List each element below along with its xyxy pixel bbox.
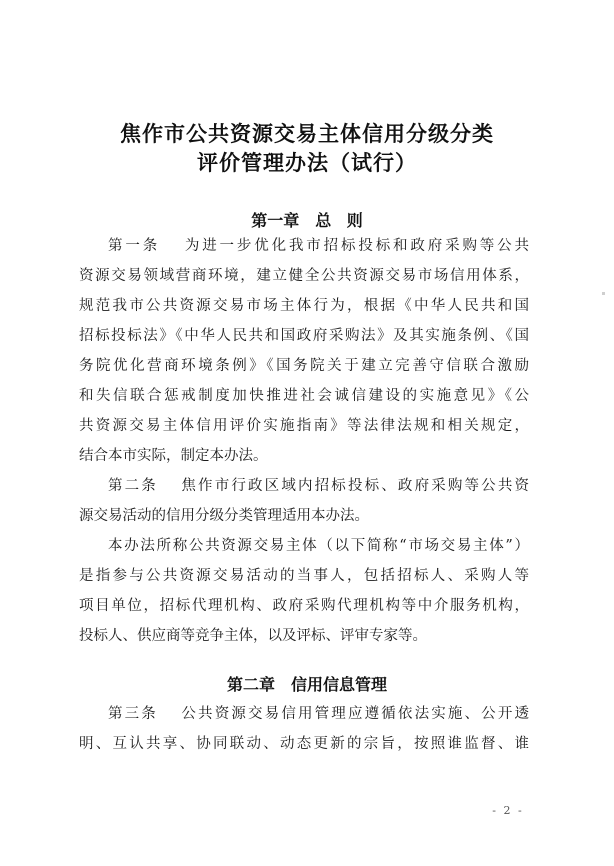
- article-1-line: 资源交易领域营商环境，建立健全公共资源交易市场信用体系，: [79, 268, 529, 284]
- article-1-line: 共资源交易主体信用评价实施指南》等法律法规和相关规定，: [79, 418, 529, 434]
- article-1-line: 第一条 为进一步优化我市招标投标和政府采购等公共: [108, 238, 529, 254]
- chapter-2-heading: 第二章 信用信息管理: [226, 675, 387, 694]
- article-2-paragraph-2-line: 项目单位，招标代理机构、政府采购代理机构等中介服务机构，: [79, 598, 529, 614]
- article-3-line: 第三条 公共资源交易信用管理应遵循依法实施、公开透: [108, 706, 529, 722]
- article-2-line: 第二条 焦作市行政区域内招标投标、政府采购等公共资: [108, 478, 529, 494]
- page-number: - 2 -: [492, 804, 524, 817]
- article-2-paragraph-2-line: 是指参与公共资源交易活动的当事人，包括招标人、采购人等: [79, 568, 529, 584]
- article-1-line: 规范我市公共资源交易市场主体行为，根据《中华人民共和国: [79, 298, 529, 314]
- document-title-line-2: 评价管理办法（试行）: [197, 151, 417, 175]
- article-3-line: 明、互认共享、协同联动、动态更新的宗旨，按照谁监督、谁: [79, 736, 529, 752]
- scan-speck: [602, 292, 605, 295]
- chapter-1-heading: 第一章 总 则: [251, 211, 363, 230]
- document-title-line-1: 焦作市公共资源交易主体信用分级分类: [120, 122, 494, 146]
- article-1-line: 务院优化营商环境条例》《国务院关于建立完善守信联合激励: [79, 358, 529, 374]
- article-2-paragraph-2-line: 本办法所称公共资源交易主体（以下简称“市场交易主体”）: [108, 538, 529, 554]
- article-2-line: 源交易活动的信用分级分类管理适用本办法。: [79, 508, 369, 524]
- article-1-line: 结合本市实际，制定本办法。: [79, 448, 268, 464]
- article-1-line: 招标投标法》《中华人民共和国政府采购法》及其实施条例、《国: [79, 328, 529, 344]
- article-1-line: 和失信联合惩戒制度加快推进社会诚信建设的实施意见》《公: [79, 388, 529, 404]
- article-2-paragraph-2-line: 投标人、供应商等竞争主体，以及评标、评审专家等。: [79, 628, 427, 644]
